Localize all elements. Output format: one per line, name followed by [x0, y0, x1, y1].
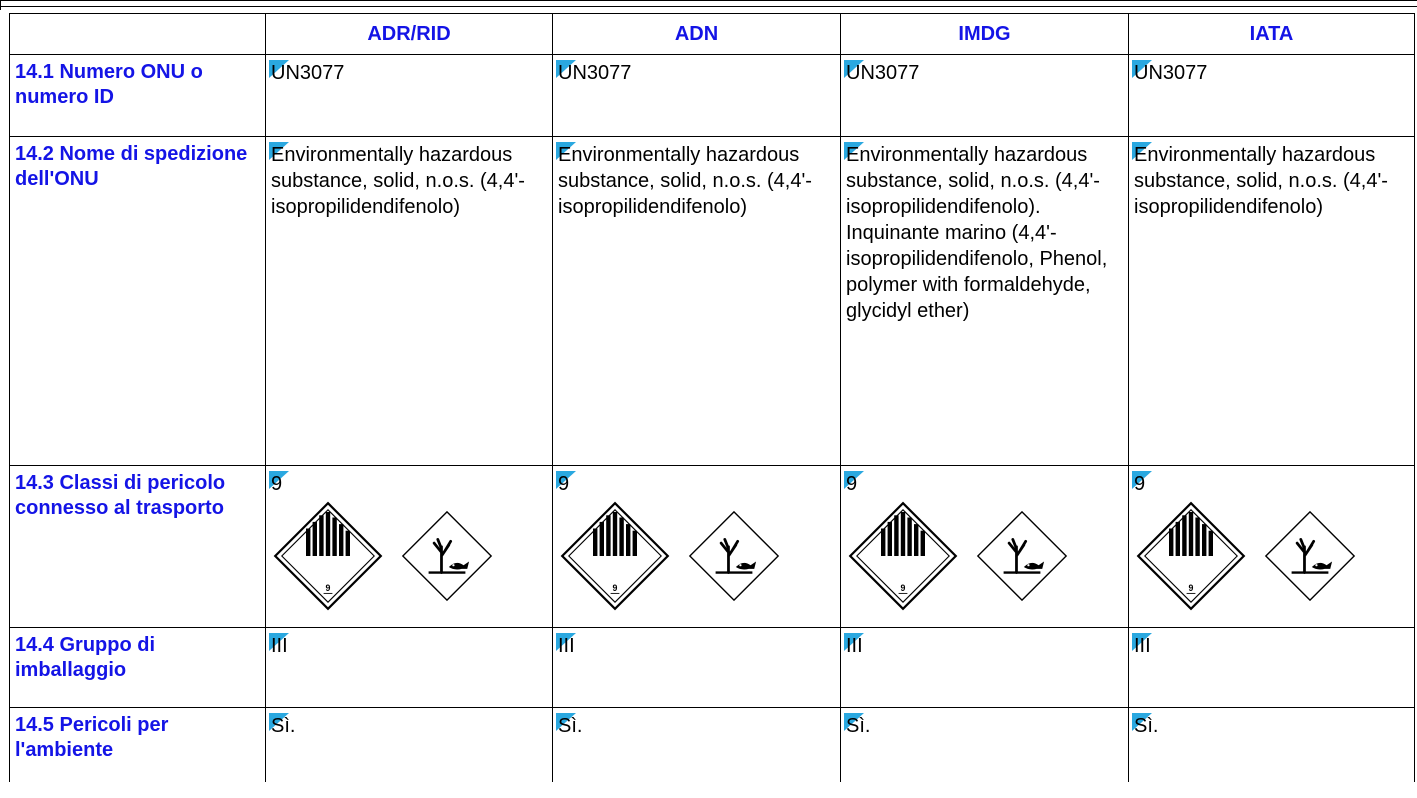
- row-header-shipping-name: 14.2 Nome di spedizione dell'ONU: [10, 137, 266, 466]
- hazard-pictograms: [846, 501, 1123, 611]
- table-row: [10, 466, 1415, 628]
- table-row: [10, 628, 1415, 708]
- column-header-iata: IATA: [1129, 14, 1415, 55]
- svg-text:9: 9: [325, 583, 331, 594]
- cell-un-number-adn: UN3077: [553, 55, 841, 137]
- transport-info-table: [9, 13, 1415, 782]
- environmental-hazard-label-icon: [1264, 510, 1356, 602]
- cell-environmental-hazards-adn: Sì.: [553, 708, 841, 782]
- cell-shipping-name-adn: Environmentally hazardous substance, solid, n.o.s. (4,4'-isopropilidendifenolo): [553, 137, 841, 466]
- cell-environmental-hazards-imdg: Sì.: [841, 708, 1129, 782]
- environmental-hazard-label-icon: [976, 510, 1068, 602]
- cell-packing-group-adn: III: [553, 628, 841, 708]
- svg-text:9: 9: [612, 583, 618, 594]
- corner-cell: [10, 14, 266, 55]
- cell-hazard-class-imdg: 9 9: [841, 466, 1129, 628]
- svg-text:9: 9: [900, 583, 906, 594]
- cell-packing-group-adr: III: [266, 628, 553, 708]
- table-header-row: [10, 14, 1415, 55]
- cell-hazard-class-iata: 9 9: [1129, 466, 1415, 628]
- cell-un-number-adr: UN3077: [266, 55, 553, 137]
- column-header-imdg: IMDG: [841, 14, 1129, 55]
- cell-shipping-name-imdg: Environmentally hazardous substance, solid, n.o.s. (4,4'-isopropilidendifenolo). Inquinante marino (4,4'-isopropilidendifenolo, Phenol, polymer with formaldehyde, glycidyl ether): [841, 137, 1129, 466]
- cell-shipping-name-iata: Environmentally hazardous substance, solid, n.o.s. (4,4'-isopropilidendifenolo): [1129, 137, 1415, 466]
- top-rule-second: [0, 6, 1417, 7]
- class-9-hazard-label-icon: [1136, 501, 1246, 611]
- svg-text:9: 9: [1188, 583, 1194, 594]
- class-9-hazard-label-icon: [273, 501, 383, 611]
- top-rule: [0, 0, 1417, 1]
- column-header-adn: ADN: [553, 14, 841, 55]
- column-header-adr-rid: ADR/RID: [266, 14, 553, 55]
- row-header-environmental-hazards: 14.5 Pericoli per l'ambiente: [10, 708, 266, 782]
- cell-shipping-name-adr: Environmentally hazardous substance, solid, n.o.s. (4,4'-isopropilidendifenolo): [266, 137, 553, 466]
- table-row: [10, 137, 1415, 466]
- environmental-hazard-label-icon: [401, 510, 493, 602]
- class-9-hazard-label-icon: [560, 501, 670, 611]
- cell-hazard-class-adn: 9 9: [553, 466, 841, 628]
- side-rule: [0, 0, 1, 10]
- row-header-hazard-class: 14.3 Classi di pericolo connesso al trasporto: [10, 466, 266, 628]
- cell-packing-group-iata: III: [1129, 628, 1415, 708]
- row-header-un-number: 14.1 Numero ONU o numero ID: [10, 55, 266, 137]
- cell-un-number-iata: UN3077: [1129, 55, 1415, 137]
- environmental-hazard-label-icon: [688, 510, 780, 602]
- table-row: [10, 55, 1415, 137]
- hazard-pictograms: [558, 501, 835, 611]
- hazard-pictograms: [271, 501, 547, 611]
- cell-hazard-class-adr: 9 9: [266, 466, 553, 628]
- cell-environmental-hazards-iata: Sì.: [1129, 708, 1415, 782]
- row-header-packing-group: 14.4 Gruppo di imballaggio: [10, 628, 266, 708]
- cell-packing-group-imdg: III: [841, 628, 1129, 708]
- class-9-hazard-label-icon: [848, 501, 958, 611]
- cell-un-number-imdg: UN3077: [841, 55, 1129, 137]
- cell-environmental-hazards-adr: Sì.: [266, 708, 553, 782]
- table-row: [10, 708, 1415, 782]
- hazard-pictograms: [1134, 501, 1409, 611]
